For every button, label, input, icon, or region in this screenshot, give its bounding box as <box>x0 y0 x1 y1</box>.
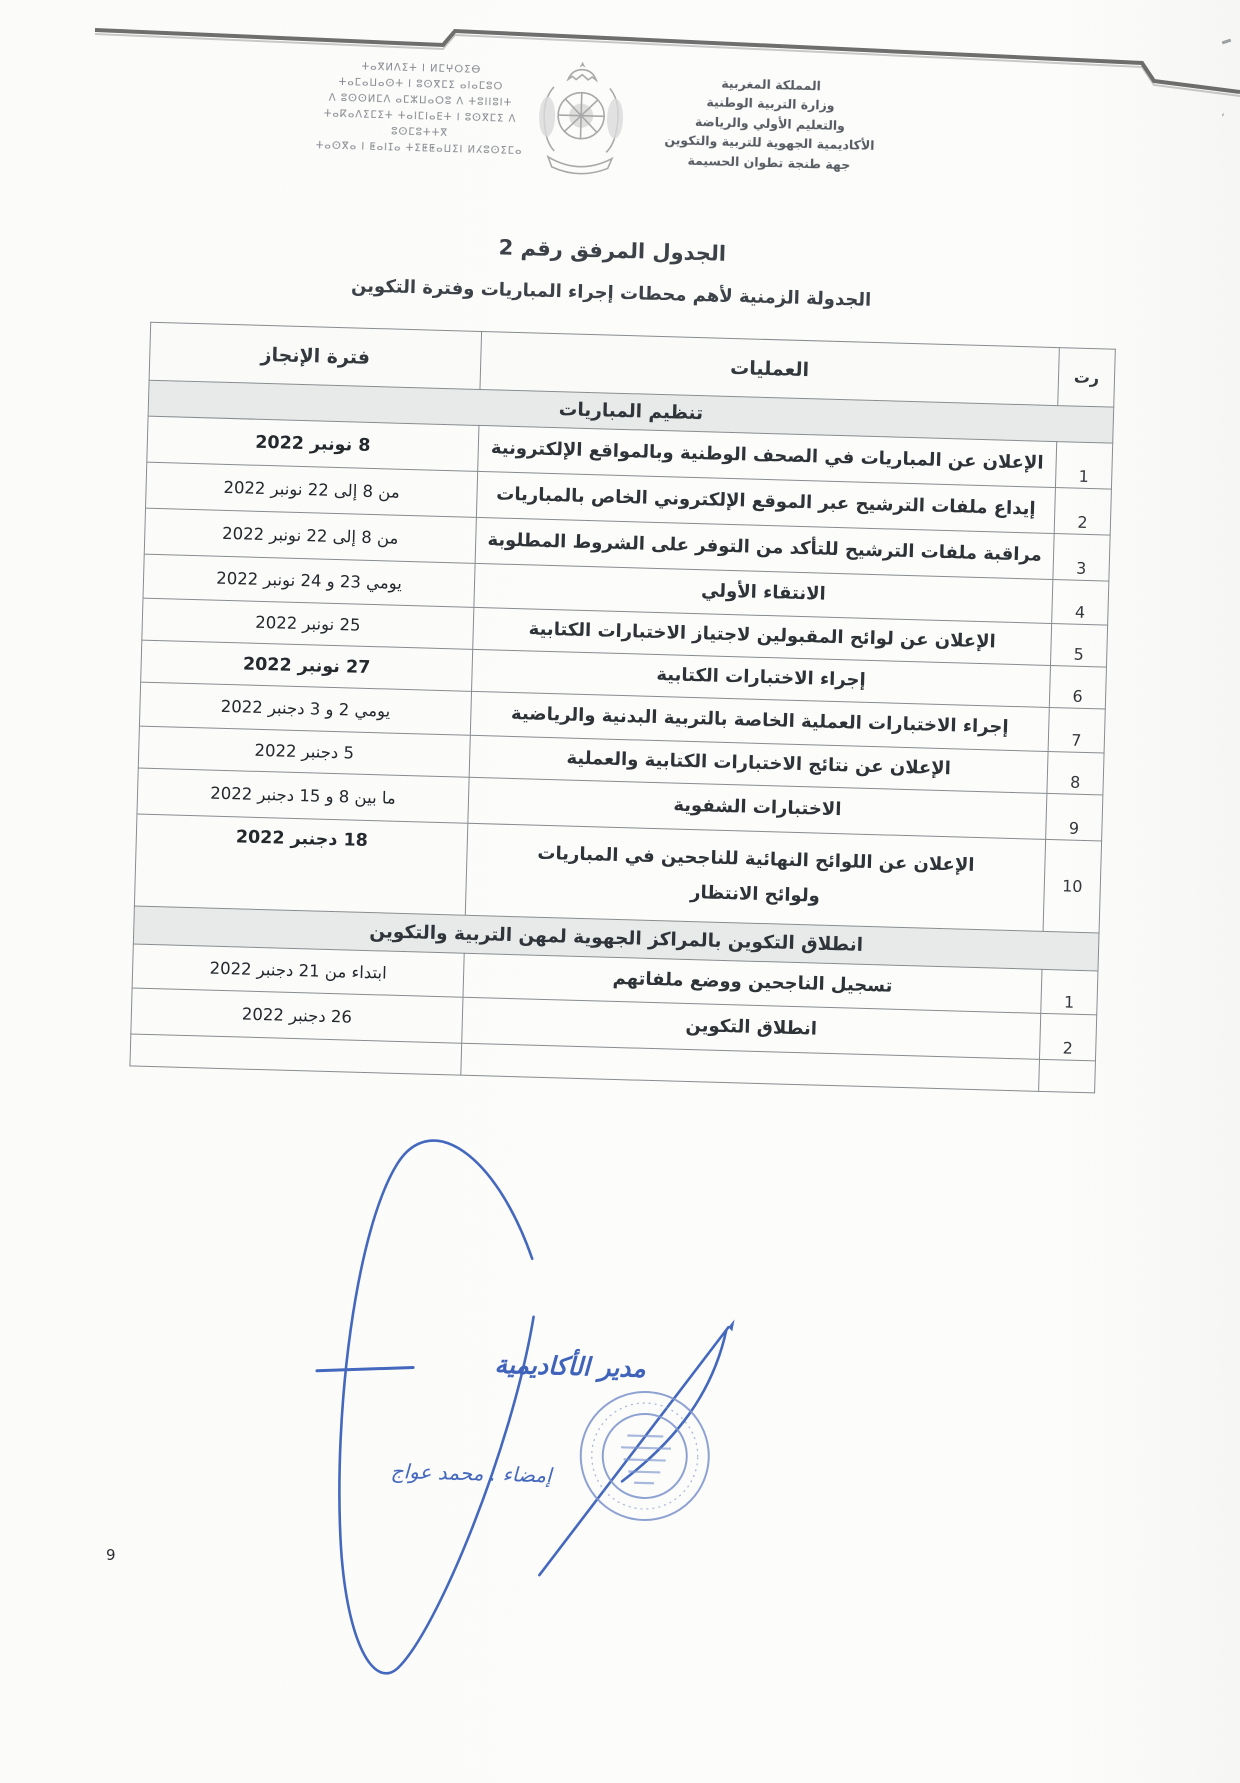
row-rank: 4 <box>1052 580 1109 626</box>
ministry-line: الأكاديمية الجهوية للتربية والتكوين <box>664 132 875 153</box>
row-rank: 6 <box>1049 665 1106 709</box>
tifinagh-line: ⵜⴰⵎⴰⵡⴰⵙⵜ ⵏ ⵓⵙⴳⵎⵉ ⴰⵏⴰⵎⵓⵔ <box>338 76 504 93</box>
row-operation: الاختبارات الشفوية <box>468 777 1047 839</box>
row-operation: الانتقاء الأولي <box>474 563 1053 623</box>
row-period: ابتداء من 21 دجنبر 2022 <box>132 944 464 997</box>
row-rank: 3 <box>1053 534 1110 582</box>
section-title: انطلاق التكوين بالمراكز الجهوية لمهن التربية والتكوين <box>133 906 1099 971</box>
tifinagh-line: ⵜⴰⴽⴰⴷⵉⵎⵉⵜ ⵜⴰⵏⵎⵏⴰⴹⵜ ⵏ ⵓⵙⴳⵎⵉ ⴷ ⵓⵙⵎⵓⵜⵜⴳ <box>323 108 517 139</box>
row-operation: انطلاق التكوين <box>462 997 1041 1059</box>
row-period: 25 نونبر 2022 <box>142 598 474 649</box>
row-period: 27 نونبر 2022 <box>141 640 473 691</box>
header-operations: العمليات <box>480 331 1059 405</box>
row-period: من 8 إلى 22 نونبر 2022 <box>146 462 478 517</box>
signature-role-text: مدير الأكاديمية <box>494 1349 647 1383</box>
scan-speck: ، <box>1221 106 1225 119</box>
tifinagh-line: ⴷ ⵓⵙⵙⵍⵎⴷ ⴰⵎⵣⵡⴰⵔⵓ ⴷ ⵜⵓⵏⵏⵓⵏⵜ <box>328 92 513 109</box>
moroccan-coat-of-arms-icon <box>527 56 634 181</box>
row-rank: 2 <box>1039 1013 1096 1061</box>
ministry-line: وزارة التربية الوطنية <box>706 94 835 114</box>
row-operation: مراقبة ملفات الترشيح للتأكد من التوفر على الشروط المطلوبة <box>475 517 1054 579</box>
document-subtitle: الجدولة الزمنية لأهم محطات إجراء المباريات وفترة التكوين <box>350 275 872 311</box>
row-operation: الإعلان عن المباريات في الصحف الوطنية وبالمواقع الإلكترونية <box>478 425 1057 487</box>
row-operation: الإعلان عن لوائح المقبولين لاجتياز الاختبارات الكتابية <box>473 607 1052 665</box>
row-period: 18 دجنبر 2022 <box>134 814 467 915</box>
row-period: 26 دجنبر 2022 <box>131 988 463 1043</box>
ministry-line: المملكة المغربية <box>721 75 822 94</box>
row-rank: 5 <box>1050 624 1107 668</box>
row-rank: 2 <box>1054 488 1111 536</box>
row-period: ما بين 8 و 15 دجنبر 2022 <box>137 768 469 823</box>
row-operation: تسجيل الناجحين ووضع ملفاتهم <box>463 953 1042 1013</box>
official-stamp-icon <box>567 1378 723 1534</box>
row-rank: 9 <box>1046 793 1103 841</box>
row-period: من 8 إلى 22 نونبر 2022 <box>144 508 476 563</box>
letterhead-tifinagh-text <box>303 58 538 160</box>
page-number: 9 <box>106 1546 116 1564</box>
row-operation: الإعلان عن نتائج الاختبارات الكتابية والعملية <box>469 735 1048 793</box>
signature-name-text: إمضاء . محمد عواج <box>390 1458 552 1488</box>
row-rank: 10 <box>1043 839 1102 933</box>
schedule-table <box>129 322 1114 1094</box>
tifinagh-line: ⵜⴰⴳⵍⴷⵉⵜ ⵏ ⵍⵎⵖⵔⵉⴱ <box>361 61 482 76</box>
row-period: يومي 2 و 3 دجنبر 2022 <box>139 682 471 735</box>
row-rank: 7 <box>1048 707 1105 753</box>
section-title: تنظيم المباريات <box>148 380 1114 443</box>
handwritten-signature <box>280 1122 856 1717</box>
row-rank: 1 <box>1055 442 1112 490</box>
row-period: يومي 23 و 24 نونبر 2022 <box>143 554 475 607</box>
row-period: 8 نونبر 2022 <box>147 416 479 471</box>
letterhead-ministry-text <box>649 72 892 176</box>
tifinagh-line: ⵜⴰⵙⴳⴰ ⵏ ⵟⴰⵏⵊⴰ ⵜⵉⵟⵟⴰⵡⵉⵏ ⵍⵃⵓⵙⵉⵎⴰ <box>315 140 523 158</box>
header-period: فترة الإنجاز <box>149 322 481 389</box>
document-title: الجدول المرفق رقم 2 <box>498 235 727 266</box>
row-operation: إجراء الاختبارات العملية الخاصة بالتربية البدنية والرياضية <box>470 691 1049 751</box>
row-rank: 8 <box>1047 751 1104 795</box>
row-period: 5 دجنبر 2022 <box>138 726 470 777</box>
ministry-line: والتعليم الأولي والرياضة <box>694 113 846 133</box>
empty-cell <box>1039 1059 1096 1093</box>
row-operation: الإعلان عن اللوائح النهائية للناجحين في المباريات ولوائح الانتظار <box>465 823 1045 931</box>
ministry-line: جهة طنجة تطوان الحسيمة <box>687 152 851 172</box>
row-operation: إجراء الاختبارات الكتابية <box>472 649 1051 707</box>
row-operation: إيداع ملفات الترشيح عبر الموقع الإلكتروني الخاص بالمباريات <box>476 471 1055 533</box>
header-rank: رت <box>1058 348 1116 408</box>
row-rank: 1 <box>1041 969 1098 1015</box>
